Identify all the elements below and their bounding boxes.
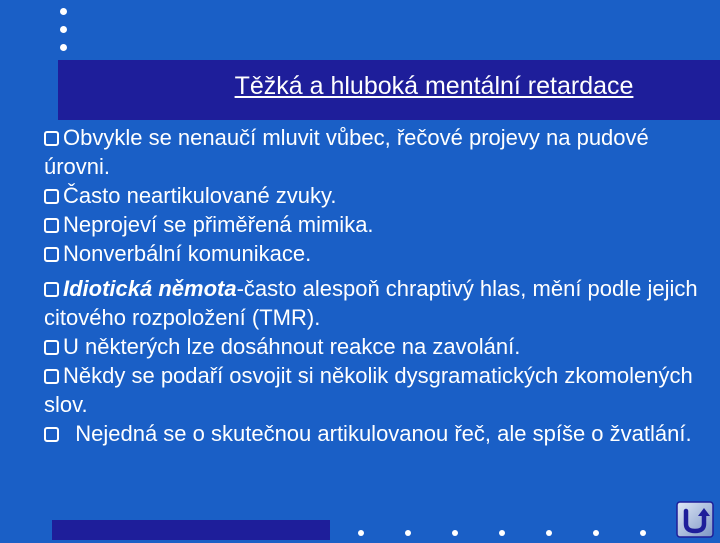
list-item (44, 181, 716, 210)
dot (499, 530, 505, 536)
dot (60, 26, 67, 33)
square-bullet-icon (44, 131, 59, 146)
square-bullet-icon (44, 247, 59, 262)
list-item (44, 123, 716, 181)
dot (60, 8, 67, 15)
item-text: Neprojeví se přiměřená mimika. (63, 212, 374, 237)
item-text: Nejedná se o skutečnou artikulovanou řeč, ale spíše o žvatlání. (63, 421, 692, 446)
return-arrow-icon[interactable] (676, 501, 714, 538)
square-bullet-icon (44, 427, 59, 442)
list-item (44, 419, 716, 448)
list-item (44, 332, 716, 361)
item-text: Obvykle se nenaučí mluvit vůbec, řečové projevy na pudové úrovni. (44, 125, 649, 179)
list-item (44, 274, 716, 332)
list-item (44, 239, 716, 268)
square-bullet-icon (44, 218, 59, 233)
square-bullet-icon (44, 282, 59, 297)
square-bullet-icon (44, 340, 59, 355)
item-text: -často alespoň chraptivý hlas, mění podle jejich citového rozpoložení (TMR). (44, 276, 698, 330)
item-text: Někdy se podaří osvojit si několik dysgramatických zkomolených slov. (44, 363, 693, 417)
slide-title: Těžká a hluboká mentální retardace (234, 72, 634, 100)
item-text: Nonverbální komunikace. (63, 241, 312, 266)
dot (60, 44, 67, 51)
bottom-bar (52, 520, 330, 540)
dot (640, 530, 646, 536)
title-bar (58, 60, 720, 120)
bullet-list (44, 123, 716, 448)
decorative-dots-bottom (358, 530, 668, 538)
dot (593, 530, 599, 536)
item-emphasis: Idiotická němota (63, 276, 237, 301)
square-bullet-icon (44, 189, 59, 204)
dot (405, 530, 411, 536)
dot (358, 530, 364, 536)
item-text: Často neartikulované zvuky. (63, 183, 337, 208)
item-text: U některých lze dosáhnout reakce na zavolání. (63, 334, 521, 359)
dot (546, 530, 552, 536)
list-item (44, 361, 716, 419)
square-bullet-icon (44, 369, 59, 384)
list-item (44, 210, 716, 239)
dot (452, 530, 458, 536)
